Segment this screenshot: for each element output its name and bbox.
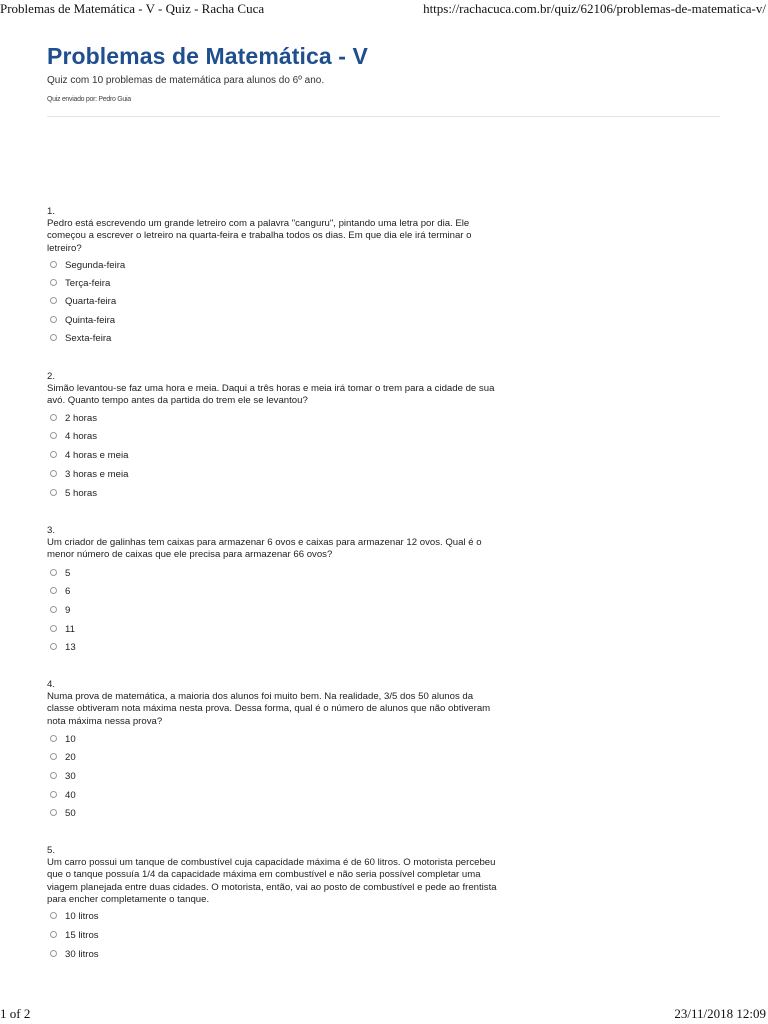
radio-circle-icon[interactable]	[50, 587, 57, 594]
option[interactable]	[50, 752, 76, 766]
question-4	[47, 679, 497, 728]
radio-circle-icon[interactable]	[50, 569, 57, 576]
option-label: 11	[65, 624, 75, 635]
question-3	[47, 525, 497, 562]
option-label: Terça-feira	[65, 278, 111, 289]
radio-circle-icon[interactable]	[50, 451, 57, 458]
option-label: 5	[65, 568, 71, 579]
option-label: 10 litros	[65, 911, 99, 922]
option-label: 2 horas	[65, 413, 97, 424]
question-number: 1.	[47, 206, 56, 217]
radio-circle-icon[interactable]	[50, 809, 57, 816]
option[interactable]	[50, 568, 70, 582]
radio-circle-icon[interactable]	[50, 753, 57, 760]
page-number: 1 of 2	[0, 1006, 31, 1021]
radio-circle-icon[interactable]	[50, 606, 57, 613]
option-label: 5 horas	[65, 488, 97, 499]
option-label: 20	[65, 752, 76, 763]
print-header-url: https://rachacuca.com.br/quiz/62106/problemas-de-matematica-v/	[423, 1, 766, 16]
radio-circle-icon[interactable]	[50, 791, 57, 798]
quiz-author: Quiz enviado por: Pedro Guia	[47, 96, 131, 103]
radio-circle-icon[interactable]	[50, 279, 57, 286]
print-datetime: 23/11/2018 12:09	[674, 1006, 766, 1021]
option-label: 15 litros	[65, 930, 99, 941]
option-label: Sexta-feira	[65, 333, 112, 344]
option[interactable]	[50, 930, 99, 944]
option-label: 13	[65, 642, 76, 653]
print-footer	[0, 1004, 768, 1024]
question-5	[47, 845, 497, 906]
option[interactable]	[50, 315, 115, 329]
option[interactable]	[50, 605, 70, 619]
radio-circle-icon[interactable]	[50, 931, 57, 938]
option[interactable]	[50, 808, 76, 822]
page-title: Problemas de Matemática - V	[47, 43, 368, 69]
option[interactable]	[50, 488, 97, 502]
option-label: 10	[65, 734, 76, 745]
divider	[47, 116, 720, 117]
question-number: 3.	[47, 525, 56, 536]
question-text: Numa prova de matemática, a maioria dos alunos foi muito bem. Na realidade, 3/5 dos 50 alunos da classe obtiveram nota máxima nesta prova. Dessa forma, qual é o número de alunos que não obtiveram nota máxima nessa prova?	[47, 691, 491, 727]
option[interactable]	[50, 469, 128, 483]
radio-circle-icon[interactable]	[50, 643, 57, 650]
question-number: 2.	[47, 371, 56, 382]
option[interactable]	[50, 333, 111, 347]
option-label: Segunda-feira	[65, 260, 126, 271]
option[interactable]	[50, 911, 99, 925]
option-label: 6	[65, 586, 71, 597]
radio-circle-icon[interactable]	[50, 297, 57, 304]
option[interactable]	[50, 413, 97, 427]
option[interactable]	[50, 450, 128, 464]
option-label: 4 horas e meia	[65, 450, 129, 461]
question-1	[47, 206, 497, 255]
radio-circle-icon[interactable]	[50, 950, 57, 957]
question-text: Pedro está escrevendo um grande letreiro com a palavra "canguru", pintando uma letra por dia. Ele começou a escrever o letreiro na quarta-feira e trabalha todos os dias. Em que dia ele irá terminar o letreiro?	[47, 218, 472, 254]
question-text: Um carro possui um tanque de combustível cuja capacidade máxima é de 60 litros. O motorista percebeu que o tanque possuía 1/4 da capacidade máxima em combustível e não seria possível completar uma viagem planejada entre duas cidades. O motorista, então, vai ao posto de combustível e pede ao frentista para encher completamente o tanque.	[47, 857, 497, 905]
print-header	[0, 0, 768, 20]
option-label: 30 litros	[65, 949, 99, 960]
print-header-title: Problemas de Matemática - V - Quiz - Racha Cuca	[0, 1, 265, 16]
question-text: Simão levantou-se faz uma hora e meia. Daqui a três horas e meia irá tomar o trem para a cidade de sua avó. Quanto tempo antes da partida do trem ele se levantou?	[47, 383, 495, 407]
option[interactable]	[50, 949, 99, 963]
option[interactable]	[50, 624, 75, 638]
option[interactable]	[50, 790, 76, 804]
option-label: 4 horas	[65, 431, 97, 442]
option[interactable]	[50, 278, 110, 292]
option[interactable]	[50, 586, 70, 600]
radio-circle-icon[interactable]	[50, 432, 57, 439]
question-2	[47, 371, 497, 408]
question-number: 4.	[47, 679, 56, 690]
radio-circle-icon[interactable]	[50, 625, 57, 632]
option[interactable]	[50, 431, 97, 445]
option[interactable]	[50, 296, 116, 310]
option[interactable]	[50, 771, 76, 785]
radio-circle-icon[interactable]	[50, 489, 57, 496]
radio-circle-icon[interactable]	[50, 414, 57, 421]
radio-circle-icon[interactable]	[50, 470, 57, 477]
option[interactable]	[50, 734, 76, 748]
option[interactable]	[50, 642, 76, 656]
option-label: 9	[65, 605, 71, 616]
radio-circle-icon[interactable]	[50, 261, 57, 268]
radio-circle-icon[interactable]	[50, 772, 57, 779]
option-label: 50	[65, 808, 76, 819]
question-text: Um criador de galinhas tem caixas para armazenar 6 ovos e caixas para armazenar 12 ovos. Qual é o menor número de caixas que ele precisa para armazenar 66 ovos?	[47, 537, 482, 561]
option-label: 30	[65, 771, 76, 782]
radio-circle-icon[interactable]	[50, 735, 57, 742]
option-label: Quinta-feira	[65, 315, 116, 326]
option-label: Quarta-feira	[65, 296, 117, 307]
question-number: 5.	[47, 845, 56, 856]
quiz-description: Quiz com 10 problemas de matemática para alunos do 6º ano.	[47, 75, 325, 86]
radio-circle-icon[interactable]	[50, 912, 57, 919]
radio-circle-icon[interactable]	[50, 316, 57, 323]
radio-circle-icon[interactable]	[50, 334, 57, 341]
option-label: 3 horas e meia	[65, 469, 129, 480]
option[interactable]	[50, 260, 125, 274]
option-label: 40	[65, 790, 76, 801]
